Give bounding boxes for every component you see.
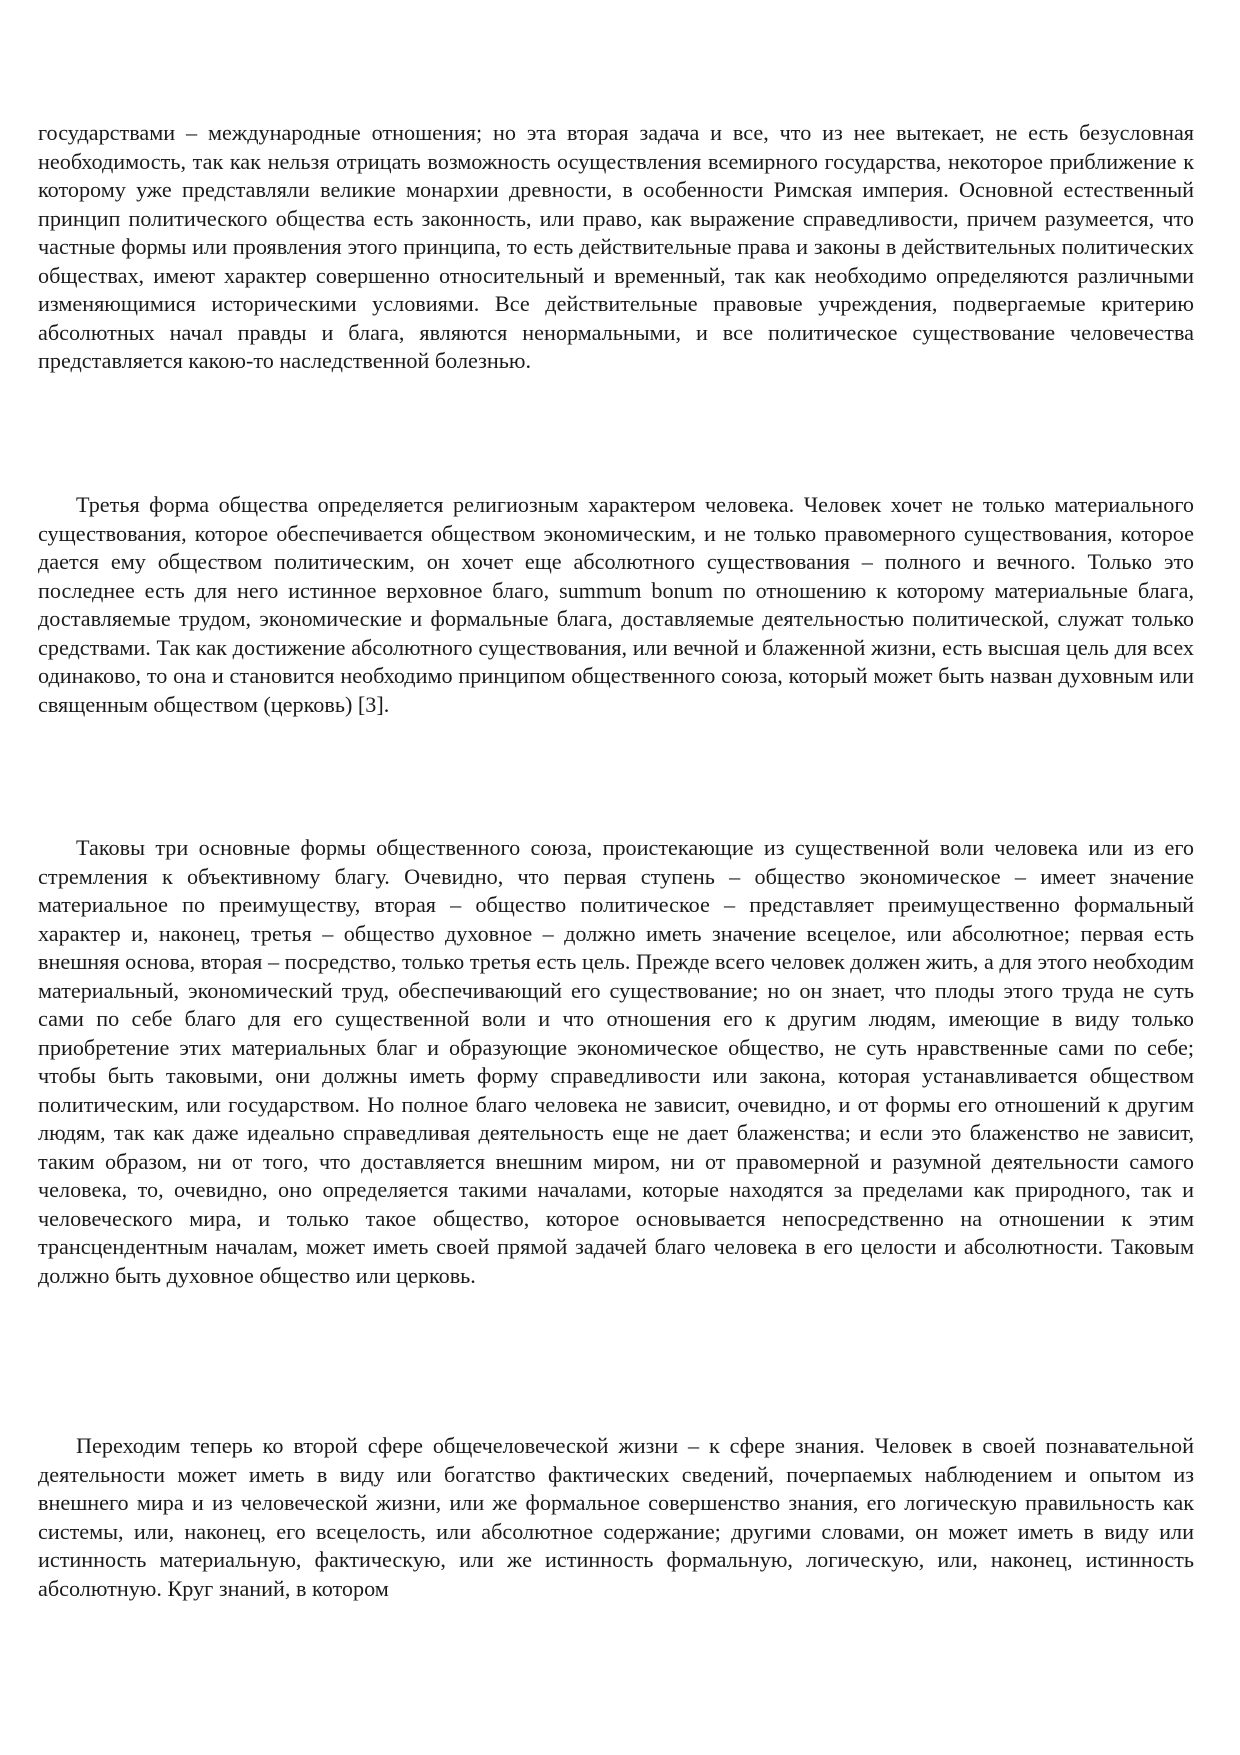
paragraph-sphere-of-knowledge: Переходим теперь ко второй сфере общечеловеческой жизни – к сфере знания. Человек в своей познавательной деятельности может иметь в виду или богатство фактических сведений, почерпаемых наблюдением и опытом из внешнего мира и из человеческой жизни, или же формальное совершенство знания, его логическую правильность как системы, или, наконец, его всецелость, или абсолютное содержание; другими словами, он может иметь в виду или истинность материальную, фактическую, или же истинность формальную, логическую, или, наконец, истинность абсолютную. Круг знаний, в котором xyxy=(38,1433,1194,1601)
paragraph-international-relations: государствами – международные отношения; но эта вторая задача и все, что из нее вытекает, не есть безусловная необходимость, так как нельзя отрицать возможность осуществления всемирного государства, некоторое приближение к которому уже представляли великие монархии древности, в особенности Римская империя. Основной естественный принцип политического общества есть законность, или право, как выражение справедливости, причем разумеется, что частные формы или проявления этого принципа, то есть действительные права и законы в действительных политических обществах, имеют характер совершенно относительный и временный, так как необходимо определяются различными изменяющимися историческими условиями. Все действительные правовые учреждения, подвергаемые критерию абсолютных начал правды и блага, являются ненормальными, и все политическое существование человечества представляется какою-то наследственной болезнью. xyxy=(38,120,1194,373)
paragraph-religious-society: Третья форма общества определяется религиозным характером человека. Человек хочет не только материального существования, которое обеспечивается обществом экономическим, и не только правомерного существования, которое дается ему обществом политическим, он хочет еще абсолютного существования – полного и вечного. Только это последнее есть для него истинное верховное благо, summum bonum по отношению к которому материальные блага, доставляемые трудом, экономические и формальные блага, доставляемые деятельностью политической, служат только средствами. Так как достижение абсолютного существования, или вечной и блаженной жизни, есть высшая цель для всех одинаково, то она и становится необходимо принципом общественного союза, который может быть назван духовным или священным обществом (церковь) [3]. xyxy=(38,492,1194,717)
paragraph-three-forms: Таковы три основные формы общественного союза, проистекающие из существенной воли человека или из его стремления к объективному благу. Очевидно, что первая ступень – общество экономическое – имеет значение материальное по преимуществу, вторая – общество политическое – представляет преимущественно формальный характер и, наконец, третья – общество духовное – должно иметь значение всецелое, или абсолютное; первая есть внешняя основа, вторая – посредство, только третья есть цель. Прежде всего человек должен жить, а для этого необходим материальный, экономический труд, обеспечивающий его существование; но он знает, что плоды этого труда не суть сами по себе благо для его существенной воли и что отношения его к другим людям, имеющие в виду только приобретение этих материальных благ и образующие экономическое общество, не суть нравственные сами по себе; чтобы быть таковыми, они должны иметь форму справедливости или закона, которая устанавливается обществом политическим, или государством. Но полное благо человека не зависит, очевидно, и от формы его отношений к другим людям, так как даже идеально справедливая деятельность еще не дает блаженства; и если это блаженство не зависит, таким образом, ни от того, что доставляется внешним миром, ни от правомерной и разумной деятельности самого человека, то, очевидно, оно определяется такими началами, которые находятся за пределами как природного, так и человеческого мира, и только такое общество, которое основывается непосредственно на отношении к этим трансцендентным началам, может иметь своей прямой задачей благо человека в его целости и абсолютности. Таковым должно быть духовное общество или церковь. xyxy=(38,835,1194,1288)
